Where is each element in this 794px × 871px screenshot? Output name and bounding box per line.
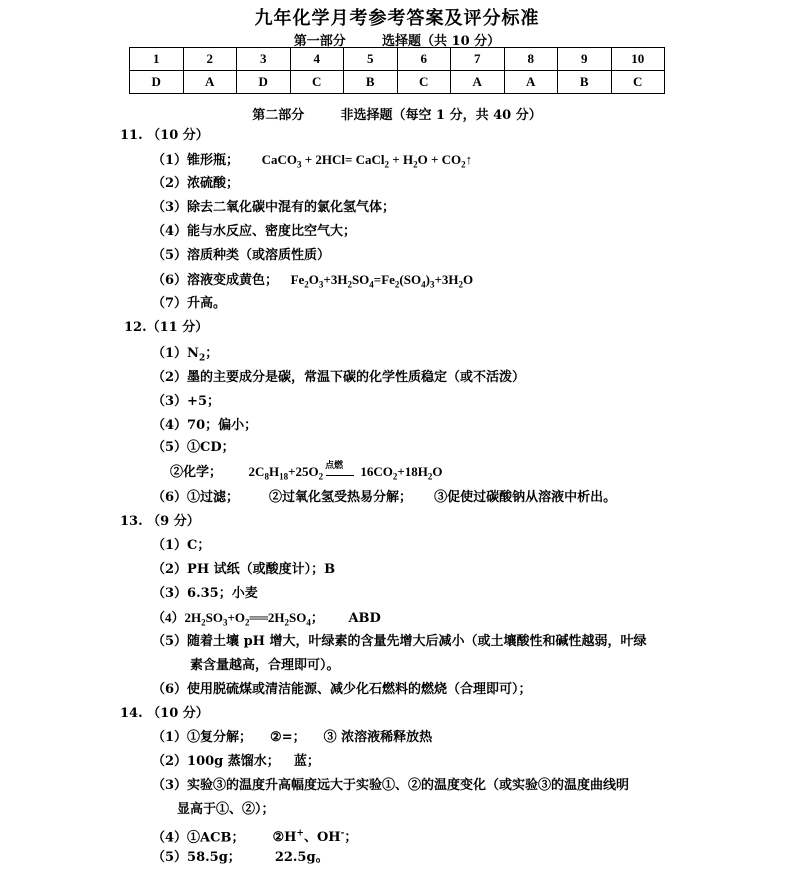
q11-a1-equation: CaCO$_3$ + 2HCl= CaCl$_2$ + $H_2O$ + $CO_2↑$ — [261, 152, 473, 170]
q12-answer-4: （4）70；偏小； — [152, 418, 258, 433]
q13-answer-4 — [152, 609, 381, 632]
answer-table — [129, 47, 665, 94]
table-cell: 5 — [344, 48, 398, 71]
q14-answer-3-line2: 显高于①、②）； — [177, 802, 275, 817]
q12-a5b-text: ②化学； — [170, 465, 223, 480]
part2-label: 第二部分 — [252, 108, 305, 123]
part2-heading — [0, 104, 794, 123]
q11-answer-5: （5）溶质种类（或溶质性质） — [152, 248, 331, 263]
answer-table-number-row — [130, 48, 665, 71]
q11-answer-2: （2）浓硫酸； — [152, 176, 240, 191]
table-cell: 4 — [290, 48, 344, 71]
q11-answer-6 — [152, 271, 473, 294]
q12-heading: 12.（11 分） — [124, 320, 209, 335]
table-cell: 10 — [611, 48, 665, 71]
answer-table-answer-row — [130, 71, 665, 94]
q11-answer-3: （3）除去二氧化碳中混有的氯化氢气体； — [152, 200, 396, 215]
table-cell: B — [558, 71, 612, 94]
table-cell: C — [611, 71, 665, 94]
q14-answer-3-line1: （3）实验③的温度升高幅度远大于实验①、②的温度变化（或实验③的温度曲线明 — [152, 778, 630, 793]
q13-answer-2: （2）PH 试纸（或酸度计）；B — [152, 562, 336, 577]
table-cell: A — [451, 71, 505, 94]
q13-answer-1: （1）C； — [152, 538, 211, 553]
q11-answer-4: （4）能与水反应、密度比空气大； — [152, 224, 357, 239]
table-cell: C — [397, 71, 451, 94]
table-cell: D — [237, 71, 291, 94]
reaction-condition: 点燃 — [323, 463, 357, 481]
table-cell: 2 — [183, 48, 237, 71]
table-cell: 8 — [504, 48, 558, 71]
q11-a1-text: （1）锥形瓶； — [152, 153, 240, 168]
q13-answer-6: （6）使用脱硫煤或清洁能源、减少化石燃料的燃烧（合理即可）； — [152, 682, 532, 697]
table-cell: C — [290, 71, 344, 94]
q12-answer-6: （6）①过滤； ②过氧化氢受热易分解； ③促使过碳酸钠从溶液中析出。 — [152, 490, 617, 505]
q14-answer-1: （1）①复分解； ②=； ③ 浓溶液稀释放热 — [152, 730, 433, 745]
q12-a5b-equation: $2C_8H_{18}+25O_2$ 点燃 $16CO_2+18H_2O$ — [248, 460, 443, 482]
q13-a4-equation: $(4)2H_2SO_3+O_2══2H_2SO_4$； — [152, 610, 324, 628]
q12-answer-2: （2）墨的主要成分是碳，常温下碳的化学性质稳定（或不活泼） — [152, 370, 526, 385]
q13-heading: 13. （9 分） — [120, 514, 200, 529]
table-cell: 7 — [451, 48, 505, 71]
q14-answer-2: （2）100g 蒸馏水； 蓝； — [152, 754, 320, 769]
q14-answer-5: （5）58.5g； 22.5g。 — [152, 850, 329, 865]
q13-answer-3: （3）6.35；小麦 — [152, 586, 258, 601]
table-cell: A — [183, 71, 237, 94]
q12-answer-3: （3）+5； — [152, 394, 220, 409]
q14-heading: 14. （10 分） — [120, 706, 209, 721]
table-cell: 3 — [237, 48, 291, 71]
part2-type: 非选择题（每空 1 分，共 40 分） — [340, 108, 542, 123]
q11-a6-equation: $Fe_2O_3+3H_2SO_4=Fe_2(SO_4)_3+3H_2O$ — [290, 272, 474, 290]
q12-answer-5: （5）①CD； — [152, 440, 235, 455]
q12-answer-1: $(1)N_2$； — [152, 346, 219, 364]
part1-type: 选择题（共 10 分） — [382, 34, 501, 49]
q11-answer-1 — [152, 151, 472, 174]
table-cell: 1 — [130, 48, 184, 71]
q11-heading: 11. （10 分） — [120, 128, 209, 143]
page-title: 九年化学月考参考答案及评分标准 — [254, 8, 540, 29]
table-cell: 9 — [558, 48, 612, 71]
table-cell: D — [130, 71, 184, 94]
table-cell: A — [504, 71, 558, 94]
q13-answer-5-line2: 素含量越高，合理即可）。 — [190, 658, 340, 673]
q14-answer-4: （4）①ACB； ②H+、OH-； — [152, 829, 358, 846]
q13-answer-5-line1: （5）随着土壤 pH 增大，叶绿素的含量先增大后减小（或土壤酸性和碱性越弱，叶绿 — [152, 634, 647, 649]
q12-answer-5b — [170, 460, 443, 486]
table-cell: B — [344, 71, 398, 94]
q11-a6-text: （6）溶液变成黄色； — [152, 273, 279, 288]
q11-answer-7: （7）升高。 — [152, 296, 227, 311]
q13-a4-answer: ABD — [348, 611, 381, 626]
part1-label: 第一部分 — [293, 34, 346, 49]
table-cell: 6 — [397, 48, 451, 71]
